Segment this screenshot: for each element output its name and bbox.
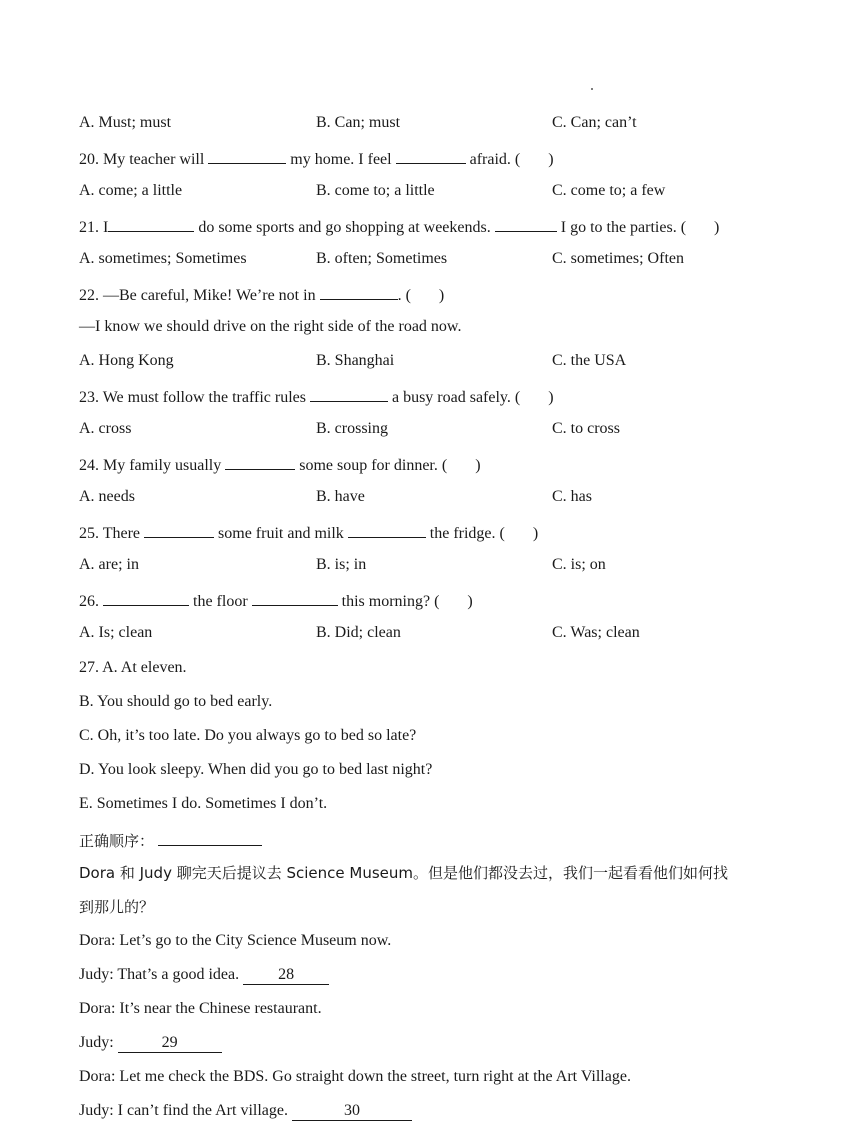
q23-text-2: a busy road safely. (	[391, 389, 521, 406]
q24-option-b[interactable]: B. have	[316, 488, 365, 505]
q21-option-b[interactable]: B. often; Sometimes	[316, 250, 448, 267]
passage-intro-line-2	[79, 896, 828, 918]
q24-option-c[interactable]: C. has	[552, 488, 592, 505]
q23-option-b[interactable]: B. crossing	[316, 420, 388, 437]
q19-option-b[interactable]: B. Can; must	[316, 114, 401, 131]
q22-option-b[interactable]: B. Shanghai	[316, 352, 395, 369]
q21-option-c[interactable]: C. sometimes; Often	[552, 250, 684, 267]
q24-text-1: 24. My family usually	[79, 457, 222, 474]
q27-sentence-c: C. Oh, it’s too late. Do you always go to bed so late?	[79, 727, 417, 744]
q26-text-3: this morning? (	[341, 593, 440, 610]
question-26	[79, 588, 828, 610]
q22-text-3: )	[438, 287, 445, 304]
q25-text-2: some fruit and milk	[218, 525, 344, 542]
q21-text-1: 21. I	[79, 219, 109, 236]
q26-blank-1[interactable]	[103, 588, 189, 606]
q26-text-1: 26.	[79, 593, 99, 610]
q20-text-1: 20. My teacher will	[79, 151, 205, 168]
q22-options-row	[79, 350, 828, 372]
q21-text-4: )	[714, 219, 720, 236]
blank-30[interactable]: 30	[292, 1102, 412, 1121]
q23-option-a[interactable]: A. cross	[79, 420, 132, 437]
q27-order-row	[79, 828, 828, 850]
q23-blank-1[interactable]	[310, 384, 388, 402]
passage-intro-text-2: 到那儿的？	[79, 898, 155, 916]
q20-text-3: afraid. (	[469, 151, 521, 168]
q25-blank-1[interactable]	[144, 520, 214, 538]
q21-text-2: do some sports and go shopping at weekends.	[198, 219, 491, 236]
q19-option-a[interactable]: A. Must; must	[79, 114, 172, 131]
q21-blank-2[interactable]	[495, 214, 557, 232]
q27-order-blank[interactable]	[158, 828, 262, 846]
question-24	[79, 452, 828, 474]
q21-blank-1[interactable]	[108, 214, 194, 232]
dialogue-line-4	[79, 1032, 828, 1054]
question-20	[79, 146, 828, 168]
q23-option-c[interactable]: C. to cross	[552, 420, 620, 437]
q26-options-row	[79, 622, 828, 644]
q26-text-2: the floor	[193, 593, 248, 610]
q22-blank-1[interactable]	[320, 282, 398, 300]
q22-reply: —I know we should drive on the right side of the road now.	[79, 318, 462, 335]
q19-options-row	[79, 112, 828, 134]
blank-28[interactable]: 28	[243, 966, 329, 985]
q23-options-row	[79, 418, 828, 440]
q23-text-3: )	[548, 389, 554, 406]
question-23	[79, 384, 828, 406]
dialogue-text-6: Judy: I can’t find the Art village.	[79, 1102, 288, 1119]
q20-option-a[interactable]: A. come; a little	[79, 182, 183, 199]
dialogue-line-2	[79, 964, 828, 986]
q20-option-b[interactable]: B. come to; a little	[316, 182, 435, 199]
q24-text-3: )	[475, 457, 481, 474]
q21-text-3: I go to the parties. (	[560, 219, 687, 236]
q25-blank-2[interactable]	[348, 520, 426, 538]
q19-option-c[interactable]: C. Can; can’t	[552, 114, 637, 131]
q27-sentence-b: B. You should go to bed early.	[79, 693, 273, 710]
q21-option-a[interactable]: A. sometimes; Sometimes	[79, 250, 247, 267]
q22-text-2: . (	[397, 287, 411, 304]
q26-option-b[interactable]: B. Did; clean	[316, 624, 401, 641]
q25-text-4: )	[532, 525, 539, 542]
question-21	[79, 214, 828, 236]
q22-option-c[interactable]: C. the USA	[552, 352, 627, 369]
question-25	[79, 520, 828, 542]
q20-blank-1[interactable]	[208, 146, 286, 164]
q23-text-1: 23. We must follow the traffic rules	[79, 389, 306, 406]
dialogue-line-5: Dora: Let me check the BDS. Go straight down the street, turn right at the Art Village.	[79, 1068, 631, 1085]
q25-option-c[interactable]: C. is; on	[552, 556, 606, 573]
q21-options-row	[79, 248, 828, 270]
q27-sentence-e: E. Sometimes I do. Sometimes I don’t.	[79, 795, 328, 812]
q24-option-a[interactable]: A. needs	[79, 488, 135, 505]
q22-option-a[interactable]: A. Hong Kong	[79, 352, 174, 369]
q25-option-b[interactable]: B. is; in	[316, 556, 367, 573]
q20-text-4: )	[548, 151, 554, 168]
blank-29[interactable]: 29	[118, 1034, 222, 1053]
passage-intro-line-1	[79, 862, 828, 884]
q24-text-2: some soup for dinner. (	[299, 457, 448, 474]
q27-order-label: 正确顺序：	[79, 832, 155, 850]
q20-options-row	[79, 180, 828, 202]
dialogue-line-1: Dora: Let’s go to the City Science Museum now.	[79, 932, 392, 949]
q25-text-1: 25. There	[79, 525, 141, 542]
question-22	[79, 282, 828, 304]
q24-options-row	[79, 486, 828, 508]
q26-blank-2[interactable]	[252, 588, 338, 606]
q26-option-a[interactable]: A. Is; clean	[79, 624, 153, 641]
q27-sentence-a: 27. A. At eleven.	[79, 659, 187, 676]
dialogue-text-2: Judy: That’s a good idea.	[79, 966, 240, 983]
stray-dot	[591, 88, 593, 90]
q20-text-2: my home. I feel	[290, 151, 392, 168]
q22-text-1: 22. —Be careful, Mike! We’re not in	[79, 287, 316, 304]
q26-text-4: )	[467, 593, 473, 610]
q25-options-row	[79, 554, 828, 576]
q26-option-c[interactable]: C. Was; clean	[552, 624, 640, 641]
q25-option-a[interactable]: A. are; in	[79, 556, 139, 573]
q27-sentence-d: D. You look sleepy. When did you go to bed last night?	[79, 761, 433, 778]
q25-text-3: the fridge. (	[429, 525, 505, 542]
q20-blank-2[interactable]	[396, 146, 466, 164]
dialogue-text-4: Judy:	[79, 1034, 114, 1051]
q24-blank-1[interactable]	[225, 452, 295, 470]
dialogue-line-6	[79, 1100, 828, 1122]
q20-option-c[interactable]: C. come to; a few	[552, 182, 666, 199]
dialogue-line-3: Dora: It’s near the Chinese restaurant.	[79, 1000, 322, 1017]
passage-intro-text-1: Dora 和 Judy 聊完天后提议去 Science Museum。但是他们都没去过，我们一起看看他们如何找	[79, 864, 729, 882]
